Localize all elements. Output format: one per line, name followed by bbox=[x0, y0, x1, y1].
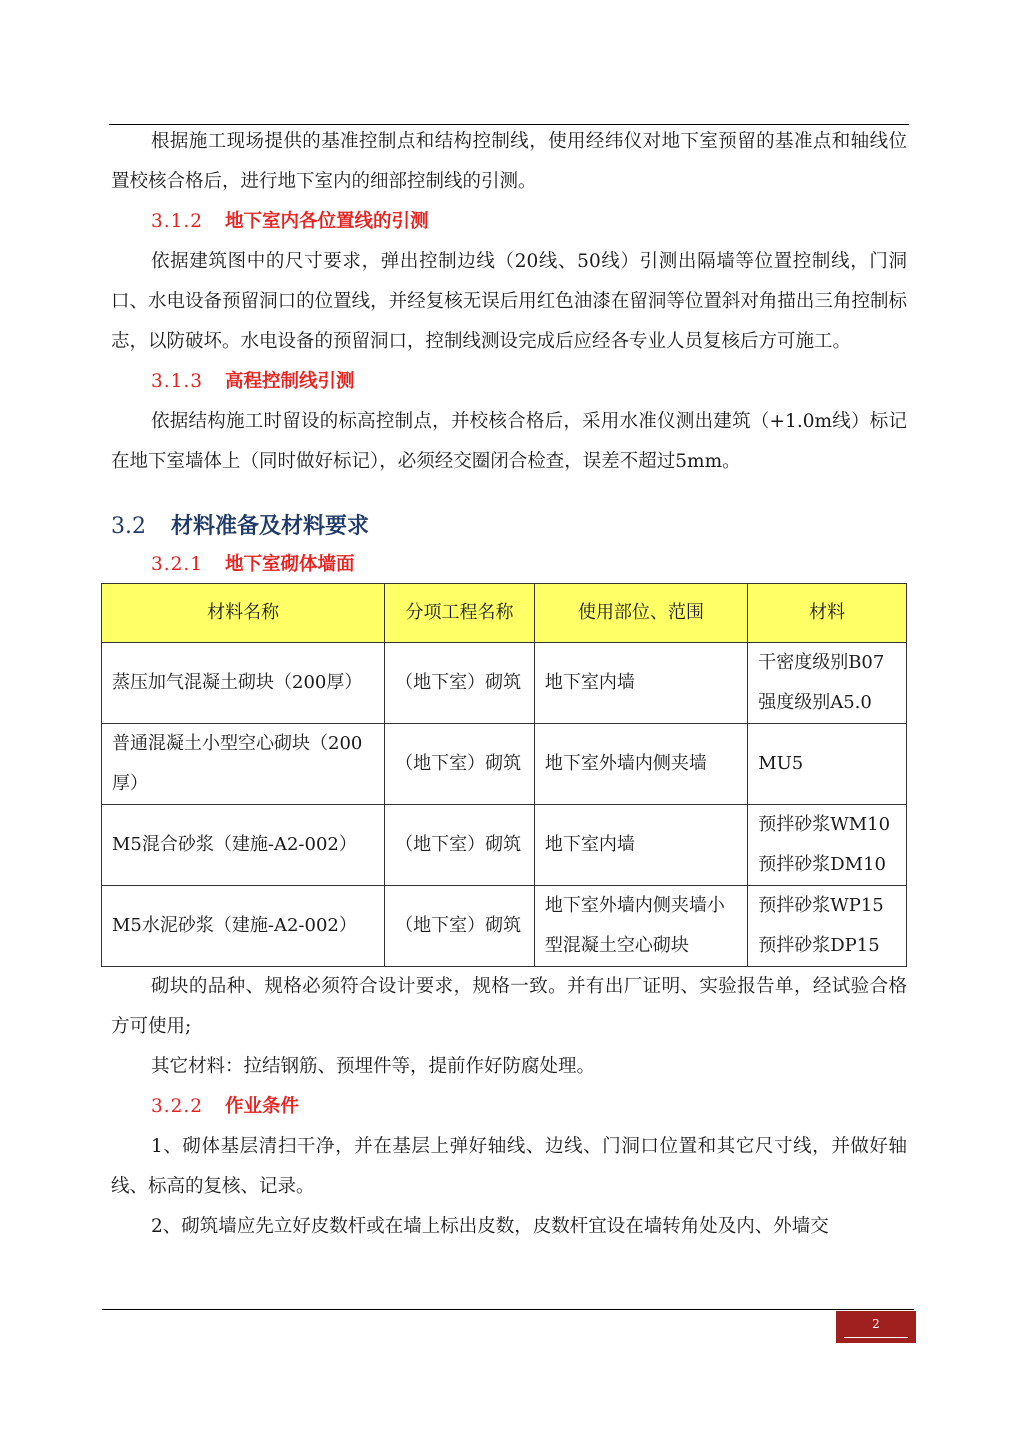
material-cell: 预拌砂浆WP15 预拌砂浆DP15 bbox=[748, 886, 907, 967]
condition-1: 1、砌体基层清扫干净，并在基层上弹好轴线、边线、门洞口位置和其它尺寸线，并做好轴线、标高的复核、记录。 bbox=[111, 1136, 907, 1197]
material-cell: 干密度级别B07 强度级别A5.0 bbox=[748, 643, 907, 724]
table-header-cell: 使用部位、范围 bbox=[534, 584, 747, 643]
scope-cell: 地下室内墙 bbox=[534, 805, 747, 886]
scope-cell: 地下室内墙 bbox=[534, 643, 747, 724]
material-name-cell: 普通混凝土小型空心砌块（200厚） bbox=[102, 724, 385, 805]
table-header-cell: 材料 bbox=[748, 584, 907, 643]
section-number: 3.1.3 bbox=[151, 371, 204, 392]
material-name-cell: M5混合砂浆（建施-A2-002） bbox=[102, 805, 385, 886]
table-header-cell: 材料名称 bbox=[102, 584, 385, 643]
paragraph-3-1-2: 依据建筑图中的尺寸要求，弹出控制边线（20线、50线）引测出隔墙等位置控制线，门洞口、水电设备预留洞口的位置线，并经复核无误后用红色油漆在留洞等位置斜对角描出三角控制标志，以防破坏。水电设备的预留洞口，控制线测设完成后应经各专业人员复核后方可施工。 bbox=[111, 251, 907, 352]
table-header-cell: 分项工程名称 bbox=[385, 584, 535, 643]
material-name-cell: 蒸压加气混凝土砌块（200厚） bbox=[102, 643, 385, 724]
section-title: 高程控制线引测 bbox=[225, 371, 355, 392]
material-name-cell: M5水泥砂浆（建施-A2-002） bbox=[102, 886, 385, 967]
materials-table bbox=[101, 583, 907, 967]
condition-2: 2、砌筑墙应先立好皮数杆或在墙上标出皮数，皮数杆宜设在墙转角处及内、外墙交 bbox=[151, 1216, 829, 1237]
material-cell: MU5 bbox=[748, 724, 907, 805]
section-title: 作业条件 bbox=[225, 1096, 300, 1117]
section-title: 材料准备及材料要求 bbox=[171, 513, 370, 539]
section-number: 3.2 bbox=[111, 514, 146, 539]
table-row bbox=[102, 805, 907, 886]
document-body bbox=[111, 122, 907, 1247]
material-cell: 预拌砂浆WM10 预拌砂浆DM10 bbox=[748, 805, 907, 886]
scope-cell: 地下室外墙内侧夹墙小型混凝土空心砌块 bbox=[534, 886, 747, 967]
table-row bbox=[102, 643, 907, 724]
scope-cell: 地下室外墙内侧夹墙 bbox=[534, 724, 747, 805]
intro-paragraph: 根据施工现场提供的基准控制点和结构控制线，使用经纬仪对地下室预留的基准点和轴线位置校核合格后，进行地下室内的细部控制线的引测。 bbox=[111, 131, 907, 192]
section-title: 地下室内各位置线的引测 bbox=[225, 211, 429, 232]
table-header-row bbox=[102, 584, 907, 643]
paragraph-other-materials: 其它材料：拉结钢筋、预埋件等，提前作好防腐处理。 bbox=[151, 1056, 596, 1077]
section-heading-3-1-2 bbox=[151, 202, 907, 242]
section-heading-3-2-2 bbox=[151, 1087, 907, 1127]
project-cell: （地下室）砌筑 bbox=[385, 643, 535, 724]
section-number: 3.2.2 bbox=[151, 1096, 204, 1117]
footer-rule bbox=[102, 1309, 914, 1310]
table-row bbox=[102, 724, 907, 805]
page-number-badge bbox=[836, 1311, 916, 1343]
paragraph-3-1-3: 依据结构施工时留设的标高控制点，并校核合格后，采用水准仪测出建筑（+1.0m线）标记在地下室墙体上（同时做好标记），必须经交圈闭合检查，误差不超过5mm。 bbox=[111, 411, 907, 472]
project-cell: （地下室）砌筑 bbox=[385, 886, 535, 967]
project-cell: （地下室）砌筑 bbox=[385, 724, 535, 805]
section-heading-3-2-1 bbox=[151, 547, 907, 583]
page-number-underline bbox=[844, 1337, 908, 1338]
table-row bbox=[102, 886, 907, 967]
project-cell: （地下室）砌筑 bbox=[385, 805, 535, 886]
paragraph-block-requirements: 砌块的品种、规格必须符合设计要求，规格一致。并有出厂证明、实验报告单，经试验合格方可使用; bbox=[111, 976, 907, 1037]
section-number: 3.2.1 bbox=[151, 554, 204, 575]
section-heading-3-2 bbox=[111, 506, 907, 547]
section-title: 地下室砌体墙面 bbox=[225, 554, 355, 575]
section-number: 3.1.2 bbox=[151, 211, 204, 232]
section-heading-3-1-3 bbox=[151, 362, 907, 402]
page-number: 2 bbox=[872, 1317, 880, 1331]
